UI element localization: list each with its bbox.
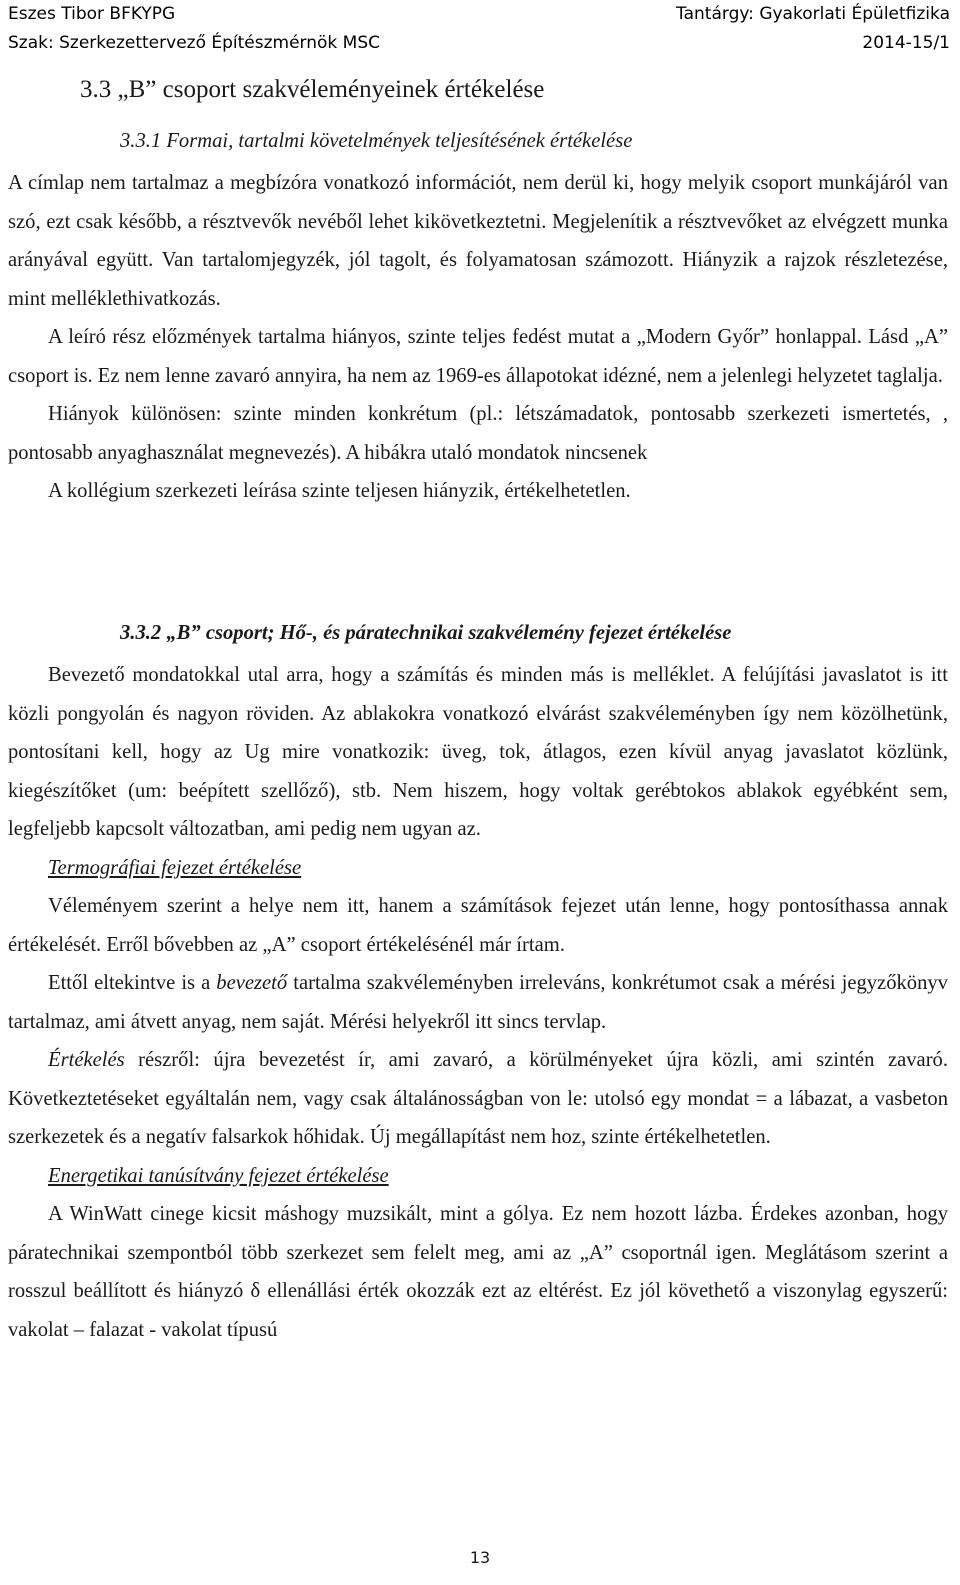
subsection-title-1: 3.3.1 Formai, tartalmi követelmények teljesítésének értékelése — [120, 130, 633, 152]
energy-heading — [8, 1157, 948, 1196]
paragraph: Bevezető mondatokkal utal arra, hogy a számítás és minden más is melléklet. A felújítási javaslatot is itt közli pongyolán és nagyon röviden. Az ablakokra vonatkozó elvárást szakvéleményben így nem közölhetünk, pontosítani kell, hogy az Ug mire vonatkozik: üveg, tok, átlagos, ezen kívül anyag javaslatot közlünk, kiegészítőket (um: beépített szellőző), stb. Nem hiszem, hogy voltak gerébtokos ablakok egyébként sem, legfeljebb kapcsolt változatban, ami pedig nem ugyan az. — [8, 664, 948, 840]
subsection-1-body — [8, 164, 948, 511]
header-author: Eszes Tibor BFKYPG — [8, 4, 176, 24]
paragraph: Értékelés részről: újra bevezetést ír, ami zavaró, a körülményeket újra közli, ami szintén zavaró. Következtetéseket egyáltalán nem, vagy csak általánosságban von le: utolsó egy mondat = a lábazat, a vasbeton szerkezetek és a negatív falsarkok hőhidak. Új megállapítást nem hoz, szinte értékelhetetlen. — [8, 1049, 948, 1148]
header-subject: Tantárgy: Gyakorlati Épületfizika — [676, 4, 950, 24]
thermography-heading — [8, 849, 948, 888]
header-semester: 2014-15/1 — [862, 33, 950, 53]
energy-title: Energetikai tanúsítvány fejezet értékelése — [48, 1164, 389, 1187]
paragraph: Hiányok különösen: szinte minden konkrétum (pl.: létszámadatok, pontosabb szerkezeti ismertetés, , pontosabb anyaghasználat megnevezés). A hibákra utaló mondatok nincsenek — [8, 403, 948, 464]
paragraph: Véleményem szerint a helye nem itt, hanem a számítások fejezet után lenne, hogy pontosíthassa annak értékelését. Erről bővebben az „A” csoport értékelésénél már írtam. — [8, 895, 948, 956]
paragraph: A WinWatt cinege kicsit máshogy muzsikált, mint a gólya. Ez nem hozott lázba. Érdekes azonban, hogy páratechnikai szempontból több szerkezet sem felelt meg, ami az „A” csoportnál igen. Meglátásom szerint a rosszul beállított és hiányzó δ ellenállási érték okozzák ezt az eltérést. Ez jól követhető a viszonylag egyszerű: vakolat – falazat - vakolat típusú — [8, 1203, 948, 1341]
paragraph: Ettől eltekintve is a bevezető tartalma szakvéleményben irreleváns, konkrétumot csak a mérési jegyzőkönyv tartalmaz, ami átvett anyag, nem saját. Mérési helyekről itt sincs tervlap. — [8, 972, 948, 1033]
page-number: 13 — [469, 1548, 491, 1567]
paragraph: A kollégium szerkezeti leírása szinte teljesen hiányzik, értékelhetetlen. — [48, 480, 631, 502]
section-title: 3.3 „B” csoport szakvéleményeinek értékelése — [80, 76, 545, 103]
paragraph: A leíró rész előzmények tartalma hiányos, szinte teljes fedést mutat a „Modern Győr” honlappal. Lásd „A” csoport is. Ez nem lenne zavaró annyira, ha nem az 1969-es állapotokat idézné, nem a jelenlegi helyzetet taglalja. — [8, 326, 948, 387]
paragraph: A címlap nem tartalmaz a megbízóra vonatkozó információt, nem derül ki, hogy melyik csoport munkájáról van szó, ezt csak később, a résztvevők nevéből lehet kikövetkeztetni. Megjelenítik a résztvevőket az elvégzett munka arányával együtt. Van tartalomjegyzék, jól tagolt, és folyamatosan számozott. Hiányzik a rajzok részletezése, mint melléklethivatkozás. — [8, 172, 948, 310]
header-program: Szak: Szerkezettervező Építészmérnök MSC — [8, 33, 380, 53]
subsection-title-2: 3.3.2 „B” csoport; Hő-, és páratechnikai szakvélemény fejezet értékelése — [120, 622, 732, 644]
subsection-2-body — [8, 656, 948, 1349]
thermography-title: Termográfiai fejezet értékelése — [48, 856, 302, 879]
